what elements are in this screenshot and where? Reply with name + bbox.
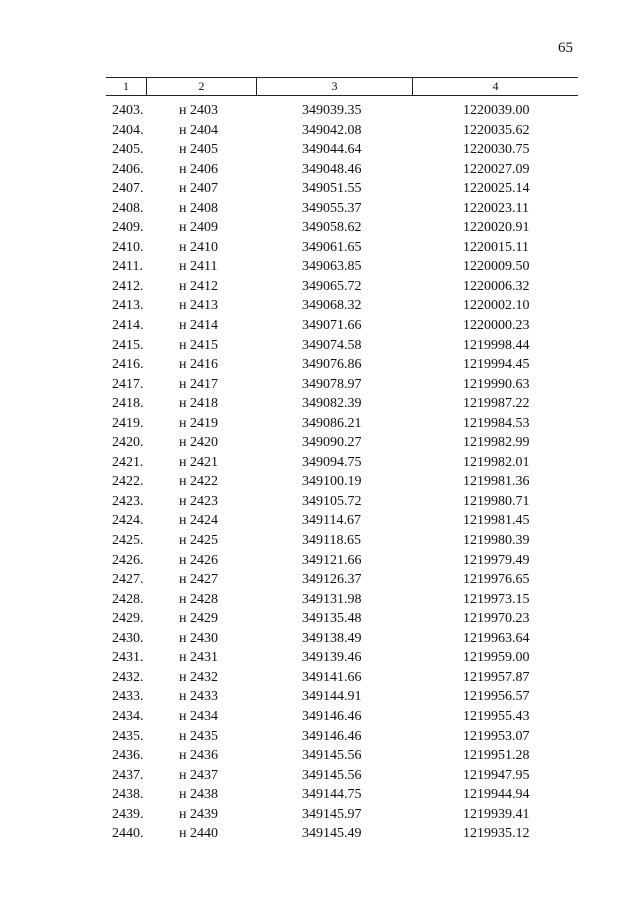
point-label: н 2429 bbox=[179, 611, 218, 627]
y-coordinate: 1219976.65 bbox=[463, 572, 530, 588]
table-row bbox=[106, 336, 578, 356]
point-label: н 2419 bbox=[179, 415, 218, 431]
x-coordinate: 349139.46 bbox=[302, 650, 362, 666]
y-coordinate: 1219990.63 bbox=[463, 376, 530, 392]
point-label: н 2407 bbox=[179, 181, 218, 197]
table-row bbox=[106, 531, 578, 551]
table-row bbox=[106, 355, 578, 375]
table-row bbox=[106, 648, 578, 668]
row-number: 2433. bbox=[112, 689, 144, 705]
x-coordinate: 349074.58 bbox=[302, 337, 362, 353]
y-coordinate: 1219981.36 bbox=[463, 474, 530, 490]
y-coordinate: 1220039.00 bbox=[463, 103, 530, 118]
table-row bbox=[106, 199, 578, 219]
point-label: н 2421 bbox=[179, 454, 218, 470]
table-row bbox=[106, 257, 578, 277]
y-coordinate: 1219953.07 bbox=[463, 728, 530, 744]
x-coordinate: 349141.66 bbox=[302, 669, 362, 685]
point-label: н 2409 bbox=[179, 220, 218, 236]
row-number: 2426. bbox=[112, 552, 144, 568]
row-number: 2408. bbox=[112, 200, 144, 216]
table-row bbox=[106, 140, 578, 160]
y-coordinate: 1220006.32 bbox=[463, 278, 530, 294]
row-number: 2428. bbox=[112, 591, 144, 607]
point-label: н 2413 bbox=[179, 298, 218, 314]
row-number: 2435. bbox=[112, 728, 144, 744]
y-coordinate: 1219957.87 bbox=[463, 669, 530, 685]
table-row bbox=[106, 179, 578, 199]
point-label: н 2433 bbox=[179, 689, 218, 705]
table-row bbox=[106, 746, 578, 766]
row-number: 2411. bbox=[112, 259, 143, 275]
x-coordinate: 349063.85 bbox=[302, 259, 362, 275]
table-row bbox=[106, 394, 578, 414]
row-number: 2425. bbox=[112, 533, 144, 549]
row-number: 2403. bbox=[112, 103, 144, 118]
x-coordinate: 349078.97 bbox=[302, 376, 362, 392]
header-col-1: 1 bbox=[106, 78, 147, 95]
y-coordinate: 1219981.45 bbox=[463, 513, 530, 529]
table-row bbox=[106, 414, 578, 434]
row-number: 2434. bbox=[112, 708, 144, 724]
row-number: 2409. bbox=[112, 220, 144, 236]
point-label: н 2430 bbox=[179, 630, 218, 646]
row-number: 2404. bbox=[112, 122, 144, 138]
y-coordinate: 1219963.64 bbox=[463, 630, 530, 646]
row-number: 2416. bbox=[112, 357, 144, 373]
x-coordinate: 349068.32 bbox=[302, 298, 362, 314]
point-label: н 2420 bbox=[179, 435, 218, 451]
point-label: н 2437 bbox=[179, 767, 218, 783]
row-number: 2438. bbox=[112, 787, 144, 803]
point-label: н 2440 bbox=[179, 826, 218, 842]
point-label: н 2410 bbox=[179, 239, 218, 255]
table-row bbox=[106, 121, 578, 141]
y-coordinate: 1219987.22 bbox=[463, 396, 530, 412]
page-number: 65 bbox=[558, 40, 573, 56]
table-row bbox=[106, 707, 578, 727]
point-label: н 2435 bbox=[179, 728, 218, 744]
table-row bbox=[106, 590, 578, 610]
row-number: 2432. bbox=[112, 669, 144, 685]
point-label: н 2415 bbox=[179, 337, 218, 353]
point-label: н 2424 bbox=[179, 513, 218, 529]
x-coordinate: 349114.67 bbox=[302, 513, 361, 529]
x-coordinate: 349146.46 bbox=[302, 708, 362, 724]
point-label: н 2416 bbox=[179, 357, 218, 373]
x-coordinate: 349051.55 bbox=[302, 181, 362, 197]
x-coordinate: 349118.65 bbox=[302, 533, 361, 549]
point-label: н 2406 bbox=[179, 161, 218, 177]
x-coordinate: 349121.66 bbox=[302, 552, 362, 568]
x-coordinate: 349144.75 bbox=[302, 787, 362, 803]
x-coordinate: 349090.27 bbox=[302, 435, 362, 451]
table-row bbox=[106, 551, 578, 571]
table-row bbox=[106, 375, 578, 395]
row-number: 2420. bbox=[112, 435, 144, 451]
x-coordinate: 349126.37 bbox=[302, 572, 362, 588]
y-coordinate: 1219947.95 bbox=[463, 767, 530, 783]
table-row bbox=[106, 805, 578, 825]
table-row bbox=[106, 472, 578, 492]
x-coordinate: 349039.35 bbox=[302, 103, 362, 118]
header-col-4: 4 bbox=[492, 79, 499, 93]
point-label: н 2425 bbox=[179, 533, 218, 549]
point-label: н 2405 bbox=[179, 142, 218, 158]
point-label: н 2422 bbox=[179, 474, 218, 490]
y-coordinate: 1220023.11 bbox=[463, 200, 529, 216]
row-number: 2421. bbox=[112, 454, 144, 470]
table-row bbox=[106, 511, 578, 531]
table-header bbox=[106, 77, 578, 96]
table-row bbox=[106, 277, 578, 297]
point-label: н 2438 bbox=[179, 787, 218, 803]
y-coordinate: 1219998.44 bbox=[463, 337, 530, 353]
x-coordinate: 349071.66 bbox=[302, 318, 362, 334]
x-coordinate: 349076.86 bbox=[302, 357, 362, 373]
x-coordinate: 349058.62 bbox=[302, 220, 362, 236]
point-label: н 2439 bbox=[179, 806, 218, 822]
y-coordinate: 1219970.23 bbox=[463, 611, 530, 627]
x-coordinate: 349145.56 bbox=[302, 767, 362, 783]
point-label: н 2414 bbox=[179, 318, 218, 334]
table-row bbox=[106, 785, 578, 805]
point-label: н 2404 bbox=[179, 122, 218, 138]
table-row bbox=[106, 727, 578, 747]
x-coordinate: 349065.72 bbox=[302, 278, 362, 294]
x-coordinate: 349082.39 bbox=[302, 396, 362, 412]
y-coordinate: 1220009.50 bbox=[463, 259, 530, 275]
table-row bbox=[106, 824, 578, 844]
y-coordinate: 1220035.62 bbox=[463, 122, 530, 138]
row-number: 2419. bbox=[112, 415, 144, 431]
row-number: 2415. bbox=[112, 337, 144, 353]
row-number: 2429. bbox=[112, 611, 144, 627]
table-row bbox=[106, 629, 578, 649]
y-coordinate: 1220000.23 bbox=[463, 318, 530, 334]
y-coordinate: 1220015.11 bbox=[463, 239, 529, 255]
row-number: 2430. bbox=[112, 630, 144, 646]
row-number: 2427. bbox=[112, 572, 144, 588]
row-number: 2412. bbox=[112, 278, 144, 294]
table-row bbox=[106, 609, 578, 629]
table-row bbox=[106, 492, 578, 512]
row-number: 2439. bbox=[112, 806, 144, 822]
y-coordinate: 1219951.28 bbox=[463, 748, 530, 764]
y-coordinate: 1219959.00 bbox=[463, 650, 530, 666]
row-number: 2422. bbox=[112, 474, 144, 490]
table-row bbox=[106, 668, 578, 688]
x-coordinate: 349042.08 bbox=[302, 122, 362, 138]
point-label: н 2403 bbox=[179, 103, 218, 118]
point-label: н 2411 bbox=[179, 259, 218, 275]
point-label: н 2431 bbox=[179, 650, 218, 666]
table-row bbox=[106, 766, 578, 786]
y-coordinate: 1220020.91 bbox=[463, 220, 530, 236]
x-coordinate: 349100.19 bbox=[302, 474, 362, 490]
y-coordinate: 1219935.12 bbox=[463, 826, 530, 842]
y-coordinate: 1220027.09 bbox=[463, 161, 530, 177]
row-number: 2436. bbox=[112, 748, 144, 764]
point-label: н 2423 bbox=[179, 493, 218, 509]
row-number: 2423. bbox=[112, 493, 144, 509]
x-coordinate: 349138.49 bbox=[302, 630, 362, 646]
row-number: 2437. bbox=[112, 767, 144, 783]
x-coordinate: 349145.49 bbox=[302, 826, 362, 842]
x-coordinate: 349135.48 bbox=[302, 611, 362, 627]
y-coordinate: 1219973.15 bbox=[463, 591, 530, 607]
y-coordinate: 1219994.45 bbox=[463, 357, 530, 373]
table-row bbox=[106, 101, 578, 121]
point-label: н 2418 bbox=[179, 396, 218, 412]
point-label: н 2408 bbox=[179, 200, 218, 216]
table-row bbox=[106, 453, 578, 473]
row-number: 2407. bbox=[112, 181, 144, 197]
row-number: 2424. bbox=[112, 513, 144, 529]
y-coordinate: 1220002.10 bbox=[463, 298, 530, 314]
y-coordinate: 1219979.49 bbox=[463, 552, 530, 568]
x-coordinate: 349131.98 bbox=[302, 591, 362, 607]
row-number: 2410. bbox=[112, 239, 144, 255]
point-label: н 2436 bbox=[179, 748, 218, 764]
row-number: 2413. bbox=[112, 298, 144, 314]
table-row bbox=[106, 433, 578, 453]
x-coordinate: 349086.21 bbox=[302, 415, 362, 431]
y-coordinate: 1219984.53 bbox=[463, 415, 530, 431]
y-coordinate: 1219944.94 bbox=[463, 787, 530, 803]
y-coordinate: 1219955.43 bbox=[463, 708, 530, 724]
y-coordinate: 1219939.41 bbox=[463, 806, 530, 822]
point-label: н 2417 bbox=[179, 376, 218, 392]
row-number: 2414. bbox=[112, 318, 144, 334]
x-coordinate: 349105.72 bbox=[302, 493, 362, 509]
row-number: 2405. bbox=[112, 142, 144, 158]
table-body bbox=[106, 101, 578, 844]
point-label: н 2432 bbox=[179, 669, 218, 685]
table-row bbox=[106, 296, 578, 316]
x-coordinate: 349146.46 bbox=[302, 728, 362, 744]
header-col-3: 3 bbox=[257, 78, 413, 95]
x-coordinate: 349055.37 bbox=[302, 200, 362, 216]
x-coordinate: 349044.64 bbox=[302, 142, 362, 158]
point-label: н 2434 bbox=[179, 708, 218, 724]
row-number: 2431. bbox=[112, 650, 144, 666]
point-label: н 2427 bbox=[179, 572, 218, 588]
x-coordinate: 349061.65 bbox=[302, 239, 362, 255]
row-number: 2406. bbox=[112, 161, 144, 177]
y-coordinate: 1219980.71 bbox=[463, 493, 530, 509]
table-row bbox=[106, 218, 578, 238]
table-row bbox=[106, 238, 578, 258]
y-coordinate: 1219956.57 bbox=[463, 689, 530, 705]
y-coordinate: 1220030.75 bbox=[463, 142, 530, 158]
point-label: н 2426 bbox=[179, 552, 218, 568]
point-label: н 2428 bbox=[179, 591, 218, 607]
row-number: 2417. bbox=[112, 376, 144, 392]
x-coordinate: 349094.75 bbox=[302, 454, 362, 470]
y-coordinate: 1220025.14 bbox=[463, 181, 530, 197]
row-number: 2440. bbox=[112, 826, 144, 842]
table-row bbox=[106, 570, 578, 590]
x-coordinate: 349145.56 bbox=[302, 748, 362, 764]
y-coordinate: 1219982.01 bbox=[463, 454, 530, 470]
y-coordinate: 1219980.39 bbox=[463, 533, 530, 549]
table-row bbox=[106, 160, 578, 180]
x-coordinate: 349048.46 bbox=[302, 161, 362, 177]
table-row bbox=[106, 316, 578, 336]
x-coordinate: 349145.97 bbox=[302, 806, 362, 822]
row-number: 2418. bbox=[112, 396, 144, 412]
table-row bbox=[106, 687, 578, 707]
point-label: н 2412 bbox=[179, 278, 218, 294]
header-col-2: 2 bbox=[147, 78, 257, 95]
x-coordinate: 349144.91 bbox=[302, 689, 362, 705]
y-coordinate: 1219982.99 bbox=[463, 435, 530, 451]
